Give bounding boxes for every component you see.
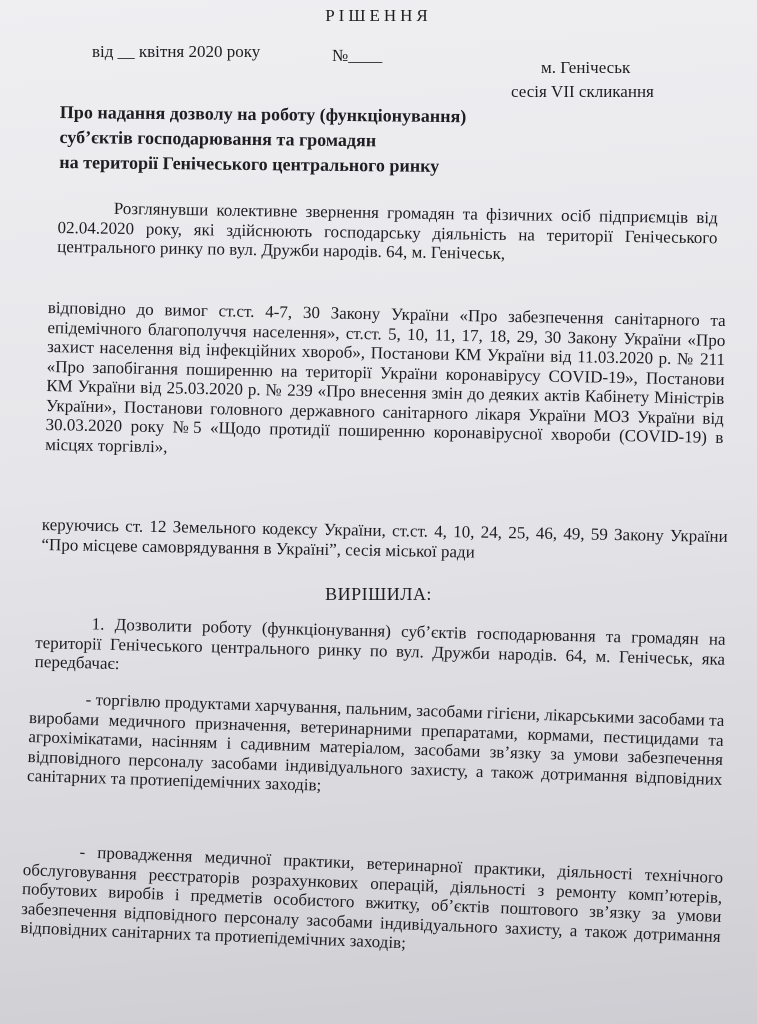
document-heading: РІШЕННЯ (325, 6, 432, 25)
resolution-bullet-trade: - торгівлю продуктами харчування, пальним, засобами гігієни, лікарськими засобами та виробами медичного призначення, ветеринарними препаратами, кормами, пестицидами та агрохімікатами, насінням і садивним матеріалом, засобами зв’язку за умови забезпечення відповідного персоналу засобами індивідуального захисту, а також дотримання відповідних санітарних та протиепідемічних заходів; (26, 689, 725, 795)
preamble-appeal: Розглянувши колективне звернення громадян та фізичних осіб підприємців від 02.04.2020 року, які здійснюють господарську діяльність на території Генічеського центрального ринку по вул. Дружби народів. 64, м. Генічеськ, (57, 198, 718, 264)
city-name: м. Генічеськ (541, 58, 631, 77)
resolution-item-1: 1. Дозволити роботу (функціонування) суб’єктів господарювання та громадян на території Генічеського центрального ринку по вул. Дружби народів. 64, м. Генічеськ, яка передбачає: (34, 614, 726, 674)
resolution-bullet-services: - провадження медичної практики, ветеринарної практики, діяльності технічного обслуговування реєстраторів розрахункових операцій, діяльності з ремонту комп’ютерів, побутових виробів і предметів особистого вжитку, об’єктів поштового зв’язку за умови забезпечення відповідного персоналу засобами індивідуального захисту, а також дотримання відповідних санітарних та протиепідемічних заходів; (20, 842, 724, 953)
title-line: Про надання дозволу на роботу (функціонування) (59, 101, 467, 127)
decision-date: від __ квітня 2020 року (92, 42, 261, 61)
preamble-authority: керуючись ст. 12 Земельного кодексу України, ст.ст. 4, 10, 24, 25, 46, 49, 59 Закону України “Про місцеве самоврядування в Україні”, сесія міської ради (41, 515, 728, 562)
title-line: суб’єктів господарювання та громадян (59, 126, 377, 151)
session-convocation: сесія VII скликання (511, 82, 654, 101)
decided-heading: ВИРІШИЛА: (325, 584, 432, 604)
decision-title (59, 100, 580, 180)
title-line: на території Генічеського центрального ринку (59, 151, 440, 176)
preamble-legal-basis: відповідно до вимог ст.ст. 4-7, 30 Закону України «Про забезпечення санітарного та епідемічного благополуччя населення», ст.ст. 5, 10, 11, 17, 18, 29, 30 Закону України «Про захист населення від інфекційних хвороб», Постанови КМ України від 11.03.2020 р. № 211 «Про запобігання поширенню на території України коронавірусу COVID-19», Постанови КМ України від 25.03.2020 р. № 239 «Про внесення змін до деяких актів Кабінету Міністрів України», Постанови головного державного санітарного лікаря України МОЗ України від 30.03.2020 року №5 «Щодо протидії поширенню коронавірусної хвороби (COVID-19) в місцях торгівлі», (45, 298, 726, 456)
decision-number: №____ (332, 46, 383, 65)
